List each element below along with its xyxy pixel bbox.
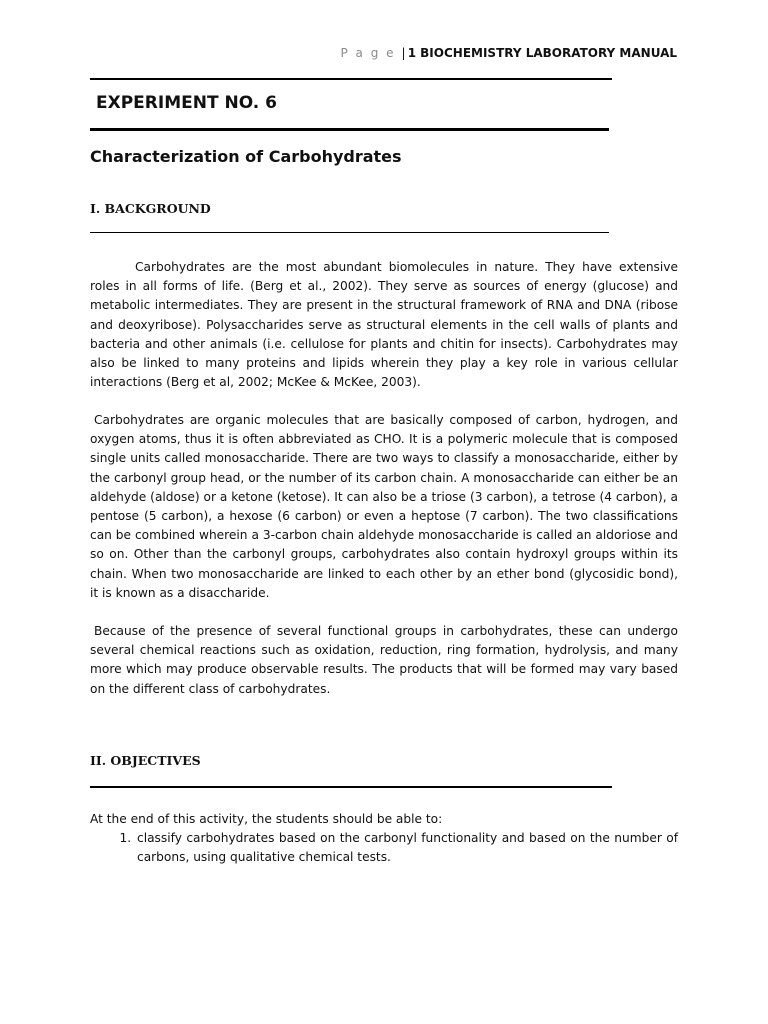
header-page-number: 1 xyxy=(407,46,417,60)
background-rule xyxy=(90,232,609,233)
page-header xyxy=(340,46,677,60)
experiment-rule xyxy=(90,128,609,131)
background-paragraph-3: Because of the presence of several functional groups in carbohydrates, these can undergo several chemical reactions such as oxidation, reduction, ring formation, hydrolysis, and many more which may produce observable results. The products that will be formed may vary based on the different class of carbohydrates. xyxy=(90,624,678,696)
header-rule xyxy=(90,78,612,80)
background-paragraph-1: Carbohydrates are the most abundant biomolecules in nature. They have extensive roles in all forms of life. (Berg et al., 2002). They serve as sources of energy (glucose) and metabolic intermediates. They are present in the structural framework of RNA and DNA (ribose and deoxyribose). Polysaccharides serve as structural elements in the cell walls of plants and bacteria and other animals (i.e. cellulose for plants and chitin for insects). Carbohydrates may also be linked to many proteins and lipids wherein they play a key role in various cellular interactions (Berg et al, 2002; McKee & McKee, 2003). xyxy=(90,260,678,390)
objectives-intro: At the end of this activity, the students should be able to: xyxy=(90,812,443,826)
experiment-number: EXPERIMENT NO. 6 xyxy=(96,93,277,113)
objectives-heading: II. OBJECTIVES xyxy=(90,753,201,768)
background-paragraph-2: Carbohydrates are organic molecules that are basically composed of carbon, hydrogen, and oxygen atoms, thus it is often abbreviated as CHO. It is a polymeric molecule that is composed single units called monosaccharide. There are two ways to classify a monosaccharide, either by the carbonyl group head, or the number of its carbon chain. A monosaccharide can either be an aldehyde (aldose) or a ketone (ketose). It can also be a triose (3 carbon), a tetrose (4 carbon), a pentose (5 carbon), a hexose (6 carbon) or even a heptose (7 carbon). The two classifications can be combined wherein a 3-carbon chain aldehyde monosaccharide is called an aldoriose and so on. Other than the carbonyl groups, carbohydrates also contain hydroxyl groups within its chain. When two monosaccharide are linked to each other by an ether bond (glycosidic bond), it is known as a disaccharide. xyxy=(90,413,678,600)
background-heading: I. BACKGROUND xyxy=(90,201,211,216)
objectives-list xyxy=(90,829,678,867)
manual-title: BIOCHEMISTRY LABORATORY MANUAL xyxy=(420,46,677,60)
objectives-rule xyxy=(90,786,612,788)
list-item: 1. classify carbohydrates based on the carbonyl functionality and based on the number of carbons, using qualitative chemical tests. xyxy=(135,829,678,867)
experiment-title: Characterization of Carbohydrates xyxy=(90,147,402,166)
page-word: P a g e xyxy=(340,46,396,60)
header-separator: | xyxy=(401,46,406,60)
